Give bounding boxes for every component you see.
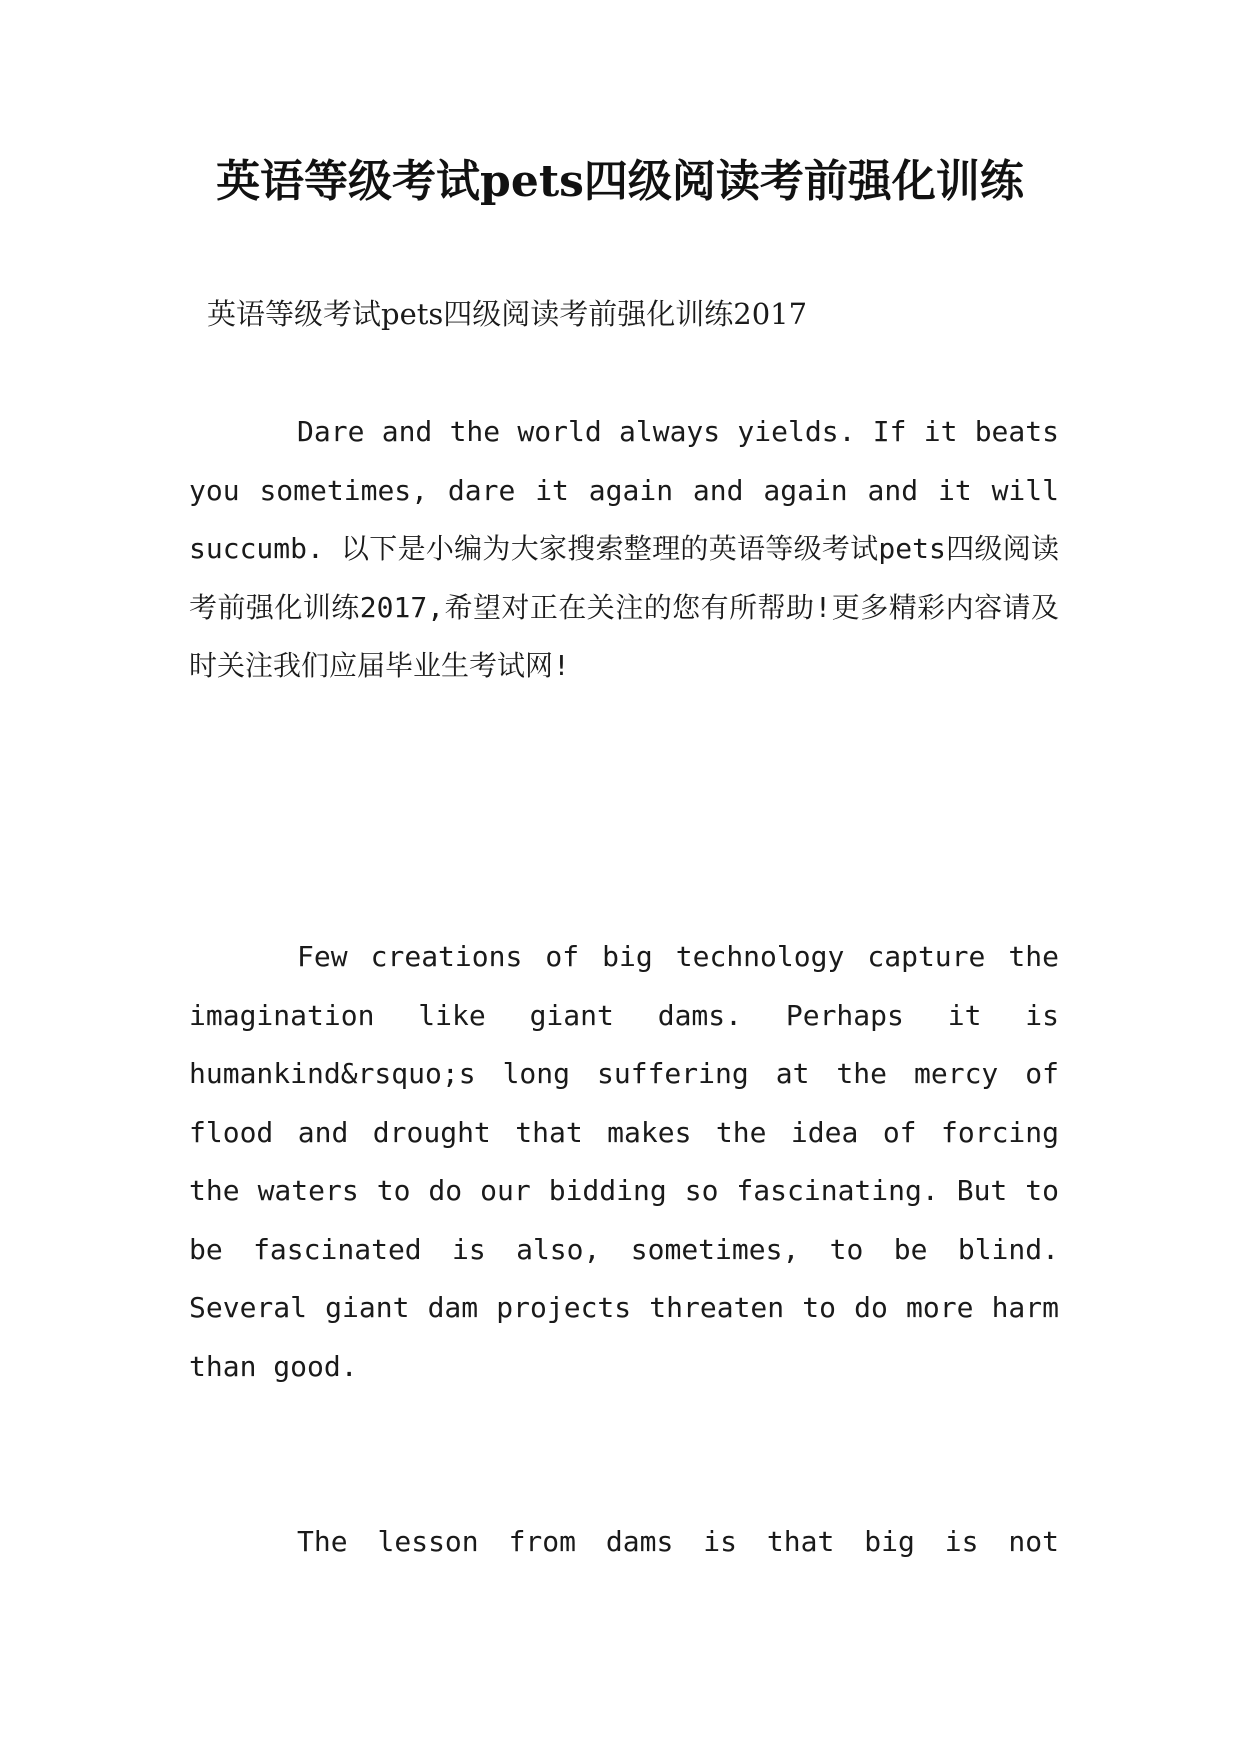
paragraph-intro xyxy=(189,403,1059,696)
paragraph-lesson xyxy=(189,1513,1059,1572)
paragraph-text: Few creations of big technology capture the imagination like giant dams. Perhaps it is humankind&rsquo;s long suffering at the mercy of flood and drought that makes the idea of forcing the waters to do our bidding so fascinating. But to be fascinated is also, sometimes, to be blind. Several giant dam projects threaten to do more harm than good. xyxy=(189,940,1059,1383)
document-title: 英语等级考试pets四级阅读考前强化训练 xyxy=(216,156,1024,207)
paragraph-text: Dare and the world always yields. If it beats you sometimes, dare it again and again and it will succumb. 以下是小编为大家搜索整理的英语等级考试pets四级阅读考前强化训练2017,希望对正在关注的您有所帮助!更多精彩内容请及时关注我们应届毕业生考试网! xyxy=(189,415,1059,682)
document-subtitle: 英语等级考试pets四级阅读考前强化训练2017 xyxy=(207,297,808,331)
paragraph-dams xyxy=(189,928,1059,1396)
paragraph-text: The lesson from dams is that big is not xyxy=(297,1525,1059,1558)
